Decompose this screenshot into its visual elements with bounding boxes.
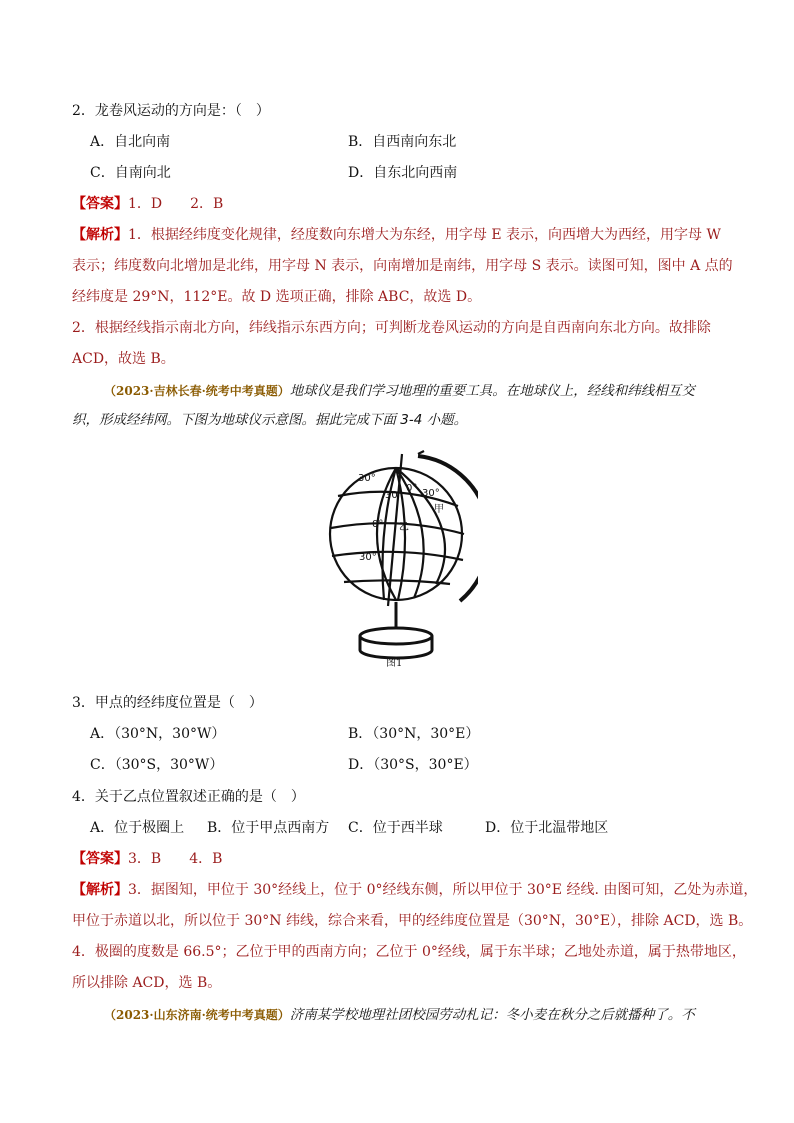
analysis-1-line3: 经纬度是 29°N，112°E。故 D 选项正确，排除 ABC，故选 D。 <box>72 289 482 305</box>
q4-option-d: D．位于北温带地区 <box>485 820 609 836</box>
q4-stem: 4．关于乙点位置叙述正确的是（ ） <box>72 789 305 805</box>
analysis-block-1-line1 <box>72 225 721 245</box>
label-lat0: 0° <box>372 519 384 530</box>
analysis-text: 3．据图知，甲位于 30°经线上，位于 0°经线东侧，所以甲位于 30°E 经线. 由图可知，乙处为赤道， <box>128 882 758 898</box>
answer-text: 3．B 4．B <box>128 851 223 867</box>
label-lat30-bottom: 30° <box>359 552 377 563</box>
analysis-tag: 【解析】 <box>72 227 128 243</box>
label-lon0-top: 0° <box>406 483 418 494</box>
globe-figure <box>318 446 478 666</box>
q3-stem: 3．甲点的经纬度位置是（ ） <box>72 695 263 711</box>
q3-option-a: A．（30°N，30°W） <box>90 726 226 742</box>
source-block-3 <box>104 1005 695 1025</box>
analysis-tag: 【解析】 <box>72 882 128 898</box>
q2-option-a: A．自北向南 <box>90 134 171 150</box>
label-lat30-top: 30° <box>358 473 376 484</box>
analysis-2-line2: 甲位于赤道以北，所以位于 30°N 纬线，综合来看，甲的经纬度位置是（30°N，30°E），排除 ACD，选 B。 <box>72 913 753 929</box>
q3-option-c: C．（30°S，30°W） <box>90 757 224 773</box>
q4-option-c: C．位于西半球 <box>348 820 443 836</box>
q4-option-b: B．位于甲点西南方 <box>207 820 330 836</box>
source-text: 地球仪是我们学习地理的重要工具。在地球仪上，经线和纬线相互交 <box>289 383 695 399</box>
source-2-line2: 织，形成经纬网。下图为地球仪示意图。据此完成下面 3-4 小题。 <box>72 412 468 428</box>
analysis-block-2-line1 <box>72 880 757 900</box>
source-block-2 <box>104 381 695 401</box>
figure-caption: 图1 <box>386 658 403 669</box>
source-tag: （2023·吉林长春·统考中考真题） <box>104 384 290 398</box>
answer-tag: 【答案】 <box>72 196 128 212</box>
analysis-1-line2: 表示；纬度数向北增加是北纬，用字母 N 表示，向南增加是南纬，用字母 S 表示。读图可知，图中 A 点的 <box>72 258 733 274</box>
source-text: 济南某学校地理社团校园劳动札记：冬小麦在秋分之后就播种了。不 <box>289 1007 695 1023</box>
q3-option-b: B．（30°N，30°E） <box>348 726 480 742</box>
q2-option-d: D．自东北向西南 <box>348 165 458 181</box>
analysis-text: 1．根据经纬度变化规律，经度数向东增大为东经，用字母 E 表示，向西增大为西经，用字母 W <box>128 227 721 243</box>
analysis-2-line3: 4．极圈的度数是 66.5°；乙位于甲的西南方向；乙位于 0°经线，属于东半球；乙地处赤道，属于热带地区， <box>72 944 746 960</box>
analysis-2-line4: 所以排除 ACD，选 B。 <box>72 975 222 991</box>
answer-block-1 <box>72 194 223 214</box>
q3-option-d: D．（30°S，30°E） <box>348 757 478 773</box>
q2-stem: 2．龙卷风运动的方向是：（ ） <box>72 103 270 119</box>
q2-option-b: B．自西南向东北 <box>348 134 457 150</box>
answer-tag: 【答案】 <box>72 851 128 867</box>
analysis-1-line4: 2．根据经线指示南北方向，纬线指示东西方向；可判断龙卷风运动的方向是自西南向东北方向。故排除 <box>72 320 711 336</box>
q4-option-a: A．位于极圈上 <box>90 820 185 836</box>
label-point-yi: 乙 <box>399 522 409 533</box>
answer-text: 1．D 2．B <box>128 196 224 212</box>
label-point-jia: 甲 <box>434 504 444 515</box>
analysis-1-line5: ACD，故选 B。 <box>72 351 175 367</box>
answer-block-2 <box>72 849 222 869</box>
q2-option-c: C．自南向北 <box>90 165 171 181</box>
label-lon30-right: 30° <box>422 488 440 499</box>
label-lat30-mid: 30° <box>385 490 403 501</box>
source-tag: （2023·山东济南·统考中考真题） <box>104 1008 290 1022</box>
